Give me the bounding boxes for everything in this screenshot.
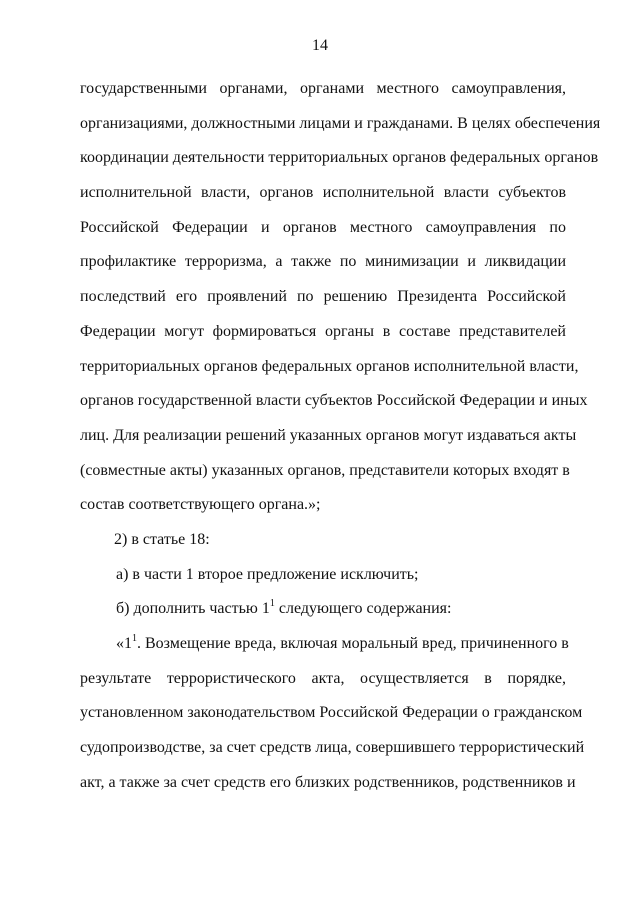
- text-line: результате террористического акта, осуществляется в порядке,: [80, 669, 566, 687]
- text-line: профилактике терроризма, а также по минимизации и ликвидации: [80, 253, 566, 271]
- text-line: Российской Федерации и органов местного самоуправления по: [80, 218, 566, 236]
- document-body: [80, 72, 601, 800]
- text-line: состав соответствующего органа.»;: [80, 496, 321, 514]
- text-line: координации деятельности территориальных органов федеральных органов: [80, 149, 599, 167]
- text-line: лиц. Для реализации решений указанных органов могут издаваться акты: [80, 426, 577, 444]
- text-line-with-superscript: [80, 627, 569, 662]
- text-line: государственными органами, органами местного самоуправления,: [80, 80, 566, 97]
- superscript: 1: [132, 633, 137, 644]
- text-line-with-superscript: [80, 592, 566, 627]
- text-line: установленном законодательством Российской Федерации о гражданском: [80, 704, 583, 722]
- text-line: территориальных органов федеральных органов исполнительной власти,: [80, 357, 579, 375]
- text-line: Федерации могут формироваться органы в составе представителей: [80, 322, 566, 340]
- text-line: исполнительной власти, органов исполнительной власти субъектов: [80, 184, 566, 202]
- text-line: 2) в статье 18:: [114, 530, 210, 548]
- text-segment: б) дополнить частью 1: [116, 600, 270, 618]
- superscript: 1: [269, 598, 275, 610]
- text-line: организациями, должностными лицами и гражданами. В целях обеспечения: [80, 114, 601, 132]
- text-line: а) в части 1 второе предложение исключить;: [116, 565, 419, 583]
- text-segment: . Возмещение вреда, включая моральный вред, причиненного в: [137, 635, 569, 652]
- text-line: (совместные акты) указанных органов, представители которых входят в: [80, 461, 570, 479]
- text-line: судопроизводстве, за счет средств лица, совершившего террористический: [80, 739, 585, 757]
- text-segment: следующего содержания:: [274, 600, 452, 618]
- text-line: органов государственной власти субъектов Российской Федерации и иных: [80, 392, 588, 410]
- text-segment: «1: [116, 635, 132, 652]
- page-number: 14: [312, 37, 328, 54]
- text-line: акт, а также за счет средств его близких родственников, родственников и: [80, 773, 576, 791]
- text-line: последствий его проявлений по решению Президента Российской: [80, 288, 566, 306]
